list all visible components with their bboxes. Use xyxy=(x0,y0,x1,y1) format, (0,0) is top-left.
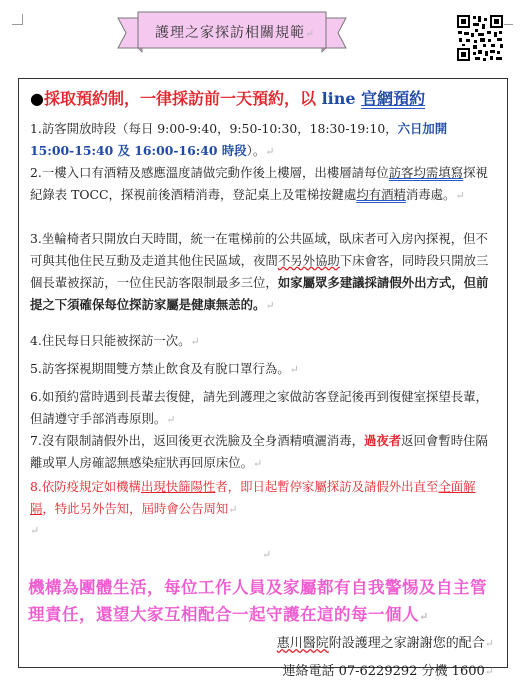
headline-text: 採取預約制，一律採訪前一天預約，以 xyxy=(43,89,316,108)
return-arrow-icon: ↵ xyxy=(305,27,316,40)
rule-7-overnight: 過夜者 xyxy=(363,433,402,448)
rule-7-tail: 返回會暫時住隔離或單人房確認無感染症狀再回原床位。 xyxy=(30,433,488,470)
rule-item-5 xyxy=(30,358,492,381)
return-arrow-icon: ↵ xyxy=(484,637,494,650)
rule-1-weekend-slots: 六日加開 15:00-15:40 及 16:00-16:40 時段 xyxy=(30,121,448,158)
slogan xyxy=(28,574,500,630)
bullet-icon: ● xyxy=(30,89,44,108)
rule-8-tail: ，特此另外告知，屆時會公告周知 xyxy=(42,501,229,516)
return-arrow-icon: ↵ xyxy=(30,524,40,537)
rule-3-no-assist: 不另外協助 xyxy=(277,253,340,268)
rule-2-text: 2.一樓入口有酒精及感應溫度請做完動作後上樓層，出樓層請每位 xyxy=(30,165,389,180)
return-arrow-icon: ↵ xyxy=(228,503,238,516)
return-arrow-icon: ↵ xyxy=(262,548,272,561)
rule-item-1 xyxy=(30,118,492,163)
return-arrow-icon: ↵ xyxy=(265,299,275,312)
rule-item-4 xyxy=(30,330,492,353)
contact-phone xyxy=(282,660,494,679)
return-arrow-icon: ↵ xyxy=(419,610,429,623)
return-arrow-icon: ↵ xyxy=(265,145,275,158)
rule-item-8 xyxy=(30,476,492,521)
rule-8-text: 8.依防疫規定如機構 xyxy=(30,479,141,494)
rule-1-text: 1.訪客開放時段（每日 9:00-9:40，9:50-10:30，18:30-19:10， xyxy=(30,121,398,136)
return-arrow-icon: ↵ xyxy=(289,363,299,376)
rule-8-full-release: 全面解隔 xyxy=(30,479,476,516)
return-arrow-icon: ↵ xyxy=(484,665,494,678)
corner-mark-top-left xyxy=(12,14,23,25)
rule-3-emphasis: 如家屬眾多建議採請假外出方式，但前提之下須確保每位探訪家屬是健康無恙的。 xyxy=(30,275,489,312)
rule-6-text: 6.如預約當時遇到長輩去復健，請先到護理之家做訪客登記後再到復健室探望長輩，但請遵守手部消毒原則。 xyxy=(30,389,488,426)
rule-3-text-b: 下床會客，同時段只開放三個長輩被探訪，一位住民訪客限制最多三位， xyxy=(30,253,489,290)
rule-1-tail: ）。 xyxy=(246,143,266,158)
phone-text: 連絡電話 07-6229292 分機 1600 xyxy=(282,664,485,679)
page-title-text: 護理之家探訪相關規範 xyxy=(155,25,305,41)
headline xyxy=(30,86,425,109)
rule-8-text-b: 者，即日起暫停家屬探訪及請假外出直至 xyxy=(215,479,439,494)
thanks-text: 附設護理之家謝謝您的配合 xyxy=(328,636,485,651)
thanks-line xyxy=(277,632,494,651)
rule-item-6 xyxy=(30,386,492,431)
rule-item-7 xyxy=(30,430,492,475)
rule-2-must-fill: 訪客均需填寫 xyxy=(388,165,464,180)
rule-item-2 xyxy=(30,162,492,207)
rule-8-positive: 出現快篩陽性 xyxy=(140,479,216,494)
qr-code-icon[interactable] xyxy=(456,14,504,62)
rule-3-text: 3.坐輪椅者只開放白天時間，統一在電梯前的公共區域，臥床者可入房內探視，但不可與其他住民互動及走道其他住民區域，夜間 xyxy=(30,231,488,268)
hospital-name: 惠川醫院 xyxy=(276,636,329,651)
rule-item-3 xyxy=(30,228,492,317)
official-booking-link[interactable]: 官網預約 xyxy=(361,89,426,108)
return-arrow-icon: ↵ xyxy=(190,335,200,348)
rule-5-text: 5.訪客探視期間雙方禁止飲食及有脫口罩行為。 xyxy=(30,361,290,376)
slogan-text: 機構為團體生活，每位工作人員及家屬都有自我警惕及自主管理責任，還望大家互相配合一起守護在這的每一個人 xyxy=(28,578,487,624)
return-arrow-icon: ↵ xyxy=(166,413,176,426)
line-label: line xyxy=(321,89,356,108)
rule-2-alcohol: 均有酒精 xyxy=(356,187,406,202)
page-title xyxy=(155,22,315,42)
rule-2-tail: 消毒處。 xyxy=(405,187,456,202)
return-arrow-icon: ↵ xyxy=(253,457,263,470)
rule-7-text: 7.沒有限制請假外出，返回後更衣洗臉及全身酒精噴灑消毒， xyxy=(30,433,364,448)
rule-2-text-b: 探視紀錄表 TOCC，探視前後酒精消毒，登記桌上及電梯按鍵處 xyxy=(30,165,488,202)
return-arrow-icon: ↵ xyxy=(455,189,465,202)
rule-4-text: 4.住民每日只能被探訪一次。 xyxy=(30,333,191,348)
